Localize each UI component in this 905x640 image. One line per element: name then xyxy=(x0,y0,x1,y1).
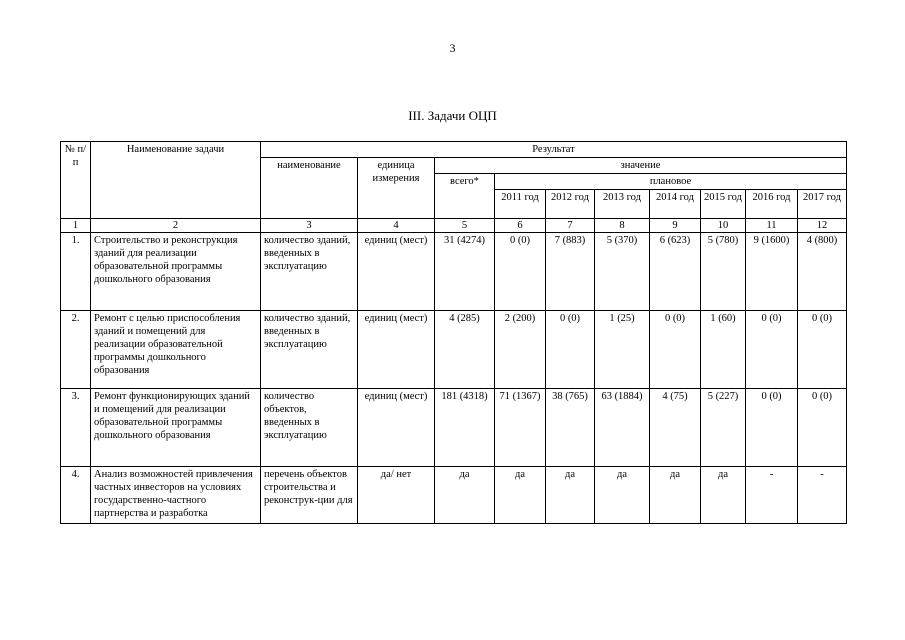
table-row xyxy=(61,233,847,311)
row-year-value: - xyxy=(798,467,847,524)
row-year-value: да xyxy=(495,467,546,524)
header-year: 2017 год xyxy=(798,190,847,219)
row-year-value: 5 (370) xyxy=(595,233,650,311)
page-number: 3 xyxy=(449,41,456,55)
row-year-value: 0 (0) xyxy=(798,311,847,389)
row-total: да xyxy=(435,467,495,524)
row-indicator: количество зданий, введенных в эксплуатацию xyxy=(261,233,358,311)
row-year-value: 0 (0) xyxy=(746,311,798,389)
row-year-value: 7 (883) xyxy=(546,233,595,311)
column-number: 12 xyxy=(798,219,847,233)
header-year: 2015 год xyxy=(701,190,746,219)
row-year-value: 38 (765) xyxy=(546,389,595,467)
row-year-value: - xyxy=(746,467,798,524)
row-year-value: да xyxy=(701,467,746,524)
row-task: Строительство и реконструкция зданий для реализации образовательной программы дошкольного образования xyxy=(91,233,261,311)
header-year: 2014 год xyxy=(650,190,701,219)
column-number: 3 xyxy=(261,219,358,233)
row-year-value: 0 (0) xyxy=(798,389,847,467)
row-num: 3. xyxy=(61,389,91,467)
row-unit: единиц (мест) xyxy=(358,311,435,389)
row-year-value: 4 (75) xyxy=(650,389,701,467)
row-num: 4. xyxy=(61,467,91,524)
row-year-value: 0 (0) xyxy=(746,389,798,467)
header-planned: плановое xyxy=(495,174,847,190)
row-total: 181 (4318) xyxy=(435,389,495,467)
column-number: 2 xyxy=(91,219,261,233)
row-total: 31 (4274) xyxy=(435,233,495,311)
column-number: 4 xyxy=(358,219,435,233)
column-number: 5 xyxy=(435,219,495,233)
row-total: 4 (285) xyxy=(435,311,495,389)
header-year: 2016 год xyxy=(746,190,798,219)
row-year-value: 0 (0) xyxy=(495,233,546,311)
row-year-value: 0 (0) xyxy=(546,311,595,389)
row-year-value: 2 (200) xyxy=(495,311,546,389)
row-year-value: 5 (780) xyxy=(701,233,746,311)
row-year-value: 1 (25) xyxy=(595,311,650,389)
row-task: Ремонт функционирующих зданий и помещений для реализации образовательной программы дошкольного образования xyxy=(91,389,261,467)
row-year-value: 4 (800) xyxy=(798,233,847,311)
header-task-name: Наименование задачи xyxy=(91,142,261,219)
row-unit: единиц (мест) xyxy=(358,389,435,467)
row-year-value: 63 (1884) xyxy=(595,389,650,467)
header-row-1 xyxy=(61,142,847,158)
row-year-value: да xyxy=(650,467,701,524)
row-indicator: перечень объектов строительства и реконструк-ции для xyxy=(261,467,358,524)
header-indicator-name: наименование xyxy=(261,158,358,219)
row-year-value: 6 (623) xyxy=(650,233,701,311)
row-year-value: 71 (1367) xyxy=(495,389,546,467)
header-year: 2012 год xyxy=(546,190,595,219)
tasks-table xyxy=(60,141,847,524)
section-title: III. Задачи ОЦП xyxy=(408,108,497,123)
column-number: 9 xyxy=(650,219,701,233)
row-year-value: 9 (1600) xyxy=(746,233,798,311)
row-unit: да/ нет xyxy=(358,467,435,524)
column-number: 8 xyxy=(595,219,650,233)
header-result: Результат xyxy=(261,142,847,158)
row-unit: единиц (мест) xyxy=(358,233,435,311)
column-numbers-row xyxy=(61,219,847,233)
header-unit: единица измерения xyxy=(358,158,435,219)
header-total: всего* xyxy=(435,174,495,219)
row-year-value: да xyxy=(595,467,650,524)
column-number: 10 xyxy=(701,219,746,233)
row-year-value: да xyxy=(546,467,595,524)
table-row xyxy=(61,311,847,389)
column-number: 1 xyxy=(61,219,91,233)
row-num: 1. xyxy=(61,233,91,311)
row-task: Ремонт с целью приспособления зданий и помещений для реализации образовательной программы дошкольного образования xyxy=(91,311,261,389)
column-number: 11 xyxy=(746,219,798,233)
header-value: значение xyxy=(435,158,847,174)
header-year: 2013 год xyxy=(595,190,650,219)
row-indicator: количество зданий, введенных в эксплуатацию xyxy=(261,311,358,389)
row-num: 2. xyxy=(61,311,91,389)
header-num: № п/п xyxy=(61,142,91,219)
table-row xyxy=(61,467,847,524)
column-number: 6 xyxy=(495,219,546,233)
row-year-value: 1 (60) xyxy=(701,311,746,389)
table-row xyxy=(61,389,847,467)
header-year: 2011 год xyxy=(495,190,546,219)
row-task: Анализ возможностей привлечения частных инвесторов на условиях государственно-частного партнерства и разработка xyxy=(91,467,261,524)
row-indicator: количество объектов, введенных в эксплуатацию xyxy=(261,389,358,467)
row-year-value: 5 (227) xyxy=(701,389,746,467)
column-number: 7 xyxy=(546,219,595,233)
row-year-value: 0 (0) xyxy=(650,311,701,389)
